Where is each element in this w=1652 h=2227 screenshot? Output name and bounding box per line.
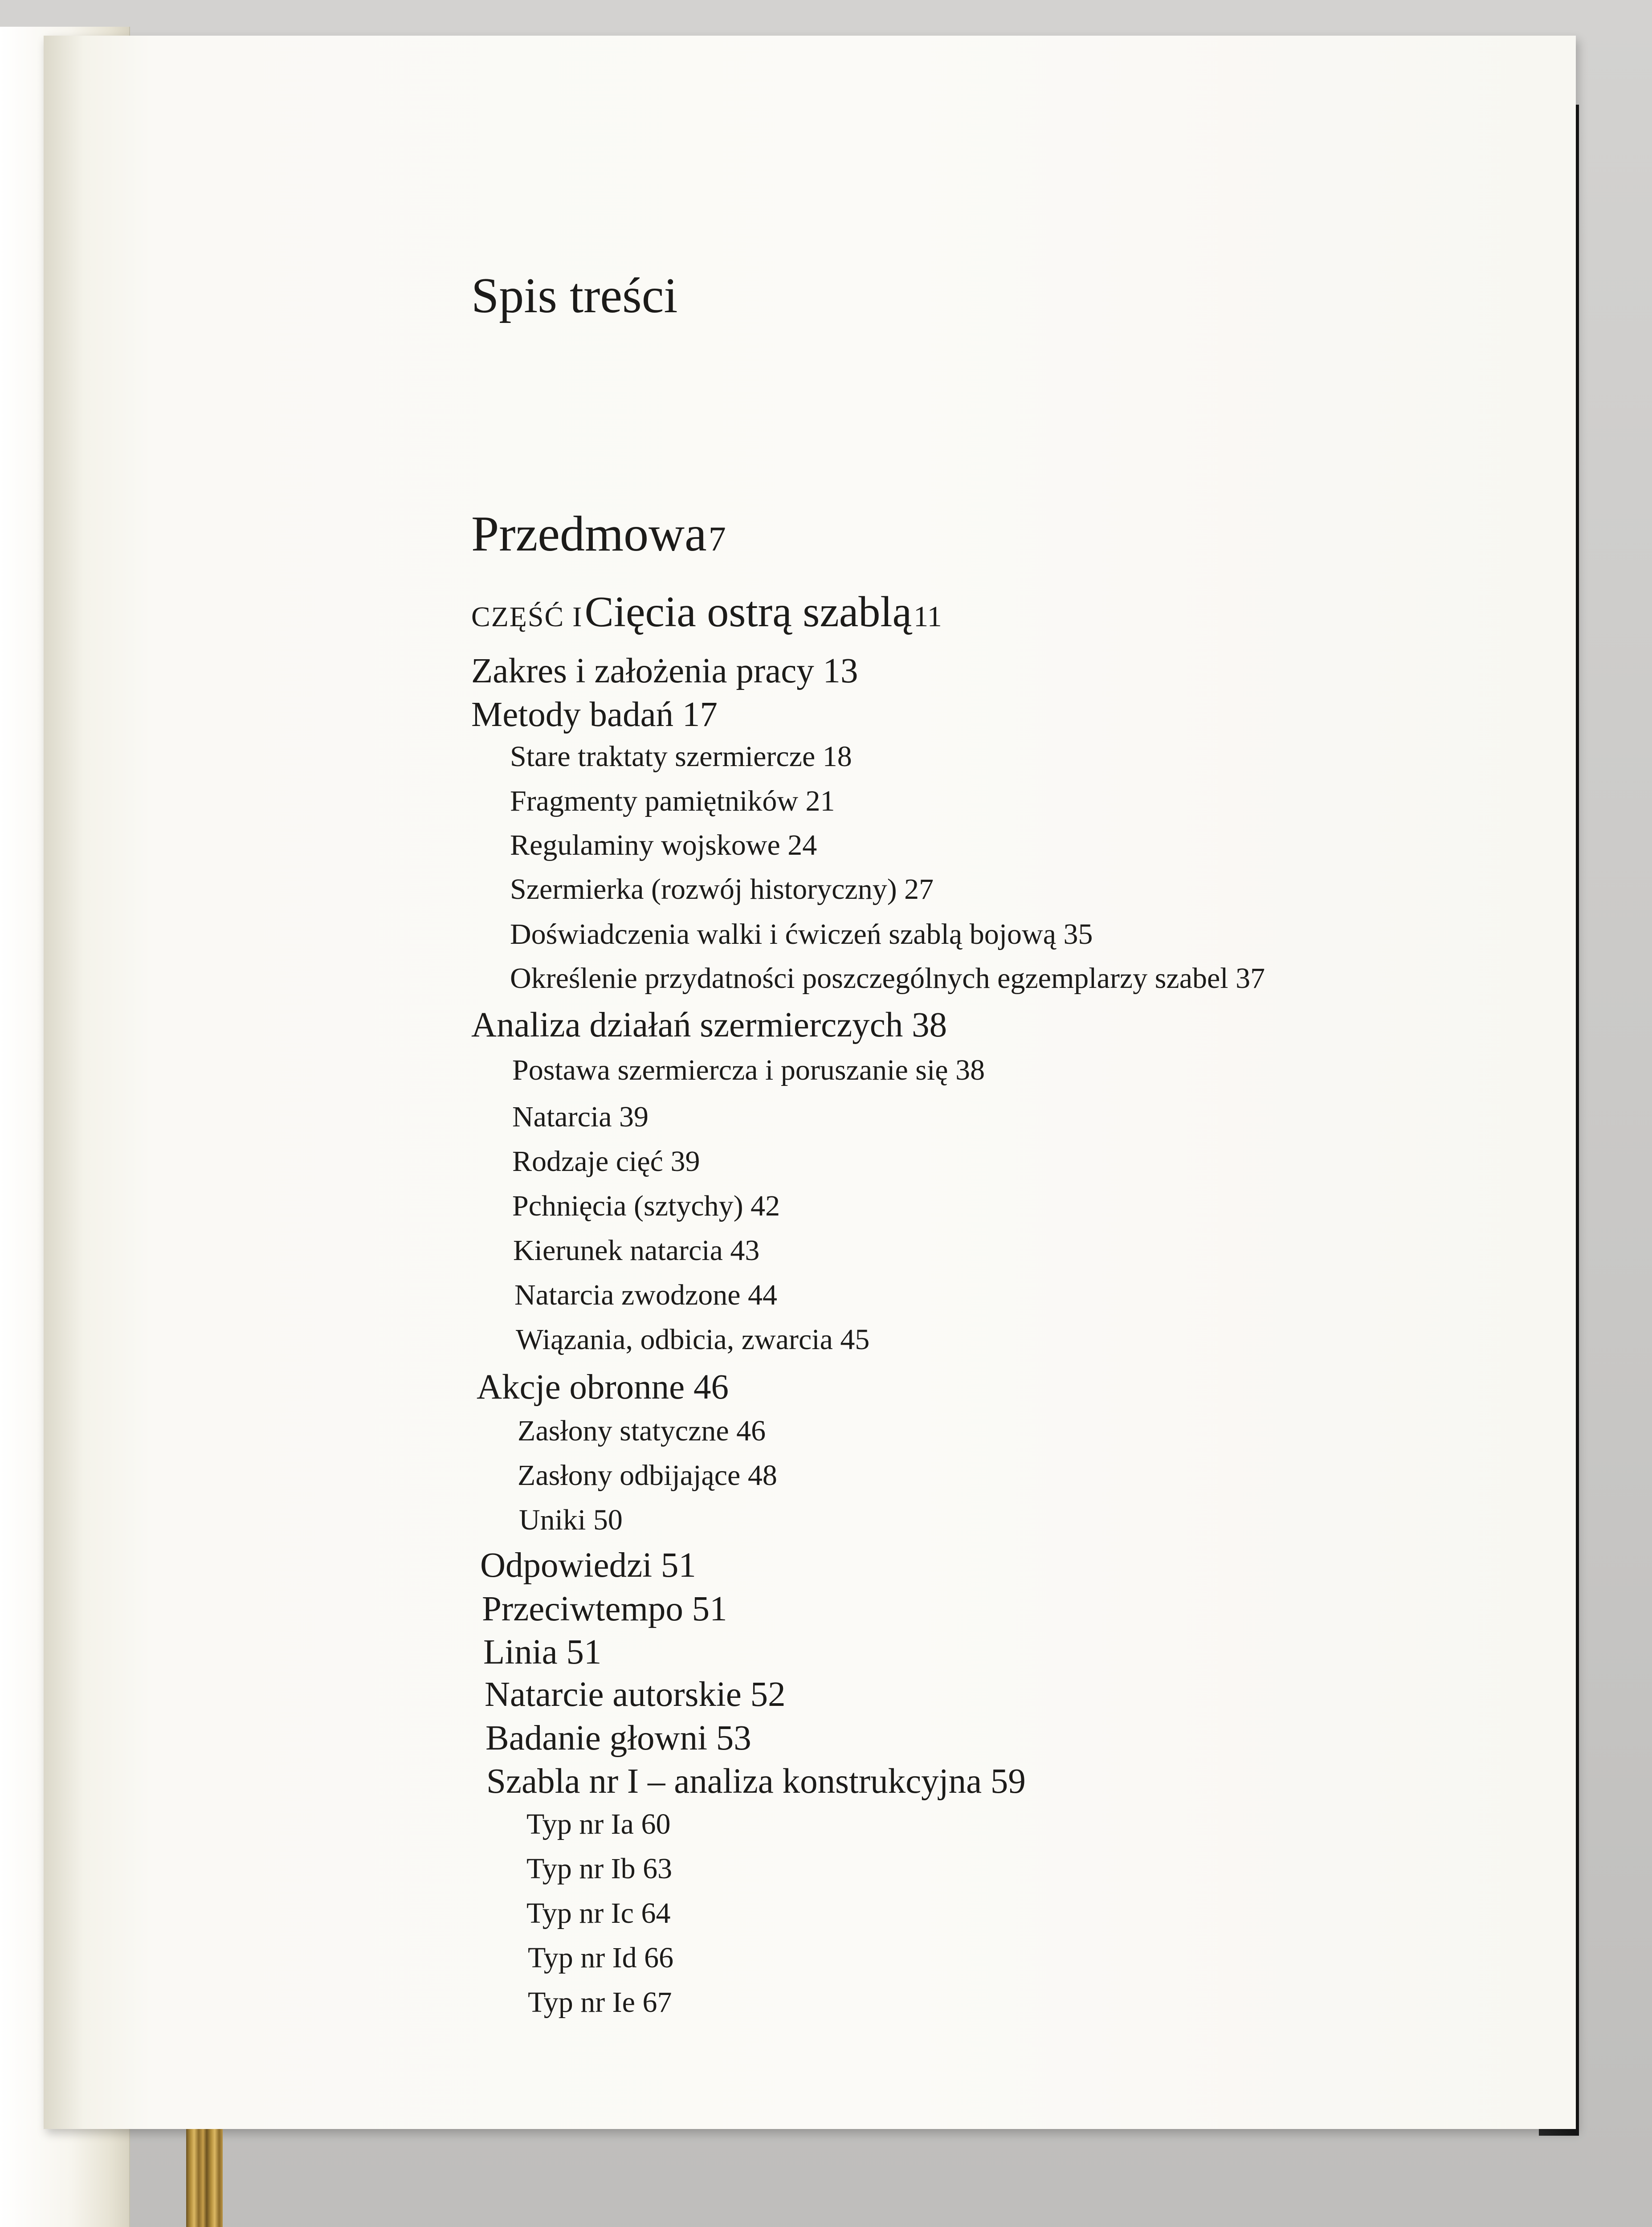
toc-subentry: Typ nr Ib 63	[526, 1852, 673, 1885]
preface-label: Przedmowa	[471, 506, 707, 562]
toc-entry: Przeciwtempo 51	[482, 1590, 727, 1628]
toc-subentry: Uniki 50	[519, 1504, 623, 1536]
toc-subentry: Rodzaje cięć 39	[512, 1145, 700, 1178]
toc-entry: Zakres i założenia pracy 13	[471, 652, 858, 690]
toc-subentry: Doświadczenia walki i ćwiczeń szablą bojową 35	[510, 918, 1093, 950]
toc-part-heading	[471, 590, 942, 634]
toc-subentry: Stare traktaty szermiercze 18	[510, 740, 852, 773]
toc-subentry: Regulaminy wojskowe 24	[510, 829, 817, 861]
part-title: Cięcia ostrą szablą	[584, 588, 912, 636]
toc-entry: Akcje obronne 46	[477, 1368, 729, 1407]
toc-entry: Linia 51	[483, 1633, 602, 1672]
toc-subentry: Szermierka (rozwój historyczny) 27	[510, 873, 934, 905]
toc-preface	[471, 506, 726, 562]
part-label: CZĘŚĆ I	[471, 601, 583, 632]
toc-entry: Analiza działań szermierczych 38	[471, 1006, 947, 1044]
toc-subentry: Typ nr Id 66	[528, 1941, 674, 1974]
toc-subentry: Zasłony odbijające 48	[518, 1459, 777, 1492]
toc-entry: Metody badań 17	[471, 695, 718, 734]
toc-subentry: Typ nr Ie 67	[528, 1986, 672, 2019]
toc-title: Spis treści	[471, 268, 678, 323]
toc-entry: Natarcie autorskie 52	[485, 1675, 786, 1714]
part-page: 11	[914, 600, 942, 633]
toc-subentry: Typ nr Ic 64	[526, 1897, 671, 1929]
toc-subentry: Natarcia zwodzone 44	[514, 1279, 778, 1311]
toc-subentry: Pchnięcia (sztychy) 42	[512, 1190, 780, 1222]
toc-subentry: Określenie przydatności poszczególnych egzemplarzy szabel 37	[510, 962, 1265, 995]
toc-subentry: Kierunek natarcia 43	[513, 1234, 760, 1267]
toc-entry: Odpowiedzi 51	[480, 1546, 696, 1585]
toc-entry: Badanie głowni 53	[485, 1719, 751, 1758]
preface-page: 7	[708, 519, 726, 558]
toc-subentry: Wiązania, odbicia, zwarcia 45	[516, 1323, 870, 1356]
toc-subentry: Postawa szermiercza i poruszanie się 38	[512, 1054, 985, 1086]
toc-subentry: Typ nr Ia 60	[526, 1808, 671, 1840]
toc-subentry: Zasłony statyczne 46	[518, 1415, 766, 1447]
toc-entry: Szabla nr I – analiza konstrukcyjna 59	[486, 1762, 1026, 1801]
toc-subentry: Natarcia 39	[512, 1101, 649, 1133]
toc-subentry: Fragmenty pamiętników 21	[510, 785, 835, 817]
